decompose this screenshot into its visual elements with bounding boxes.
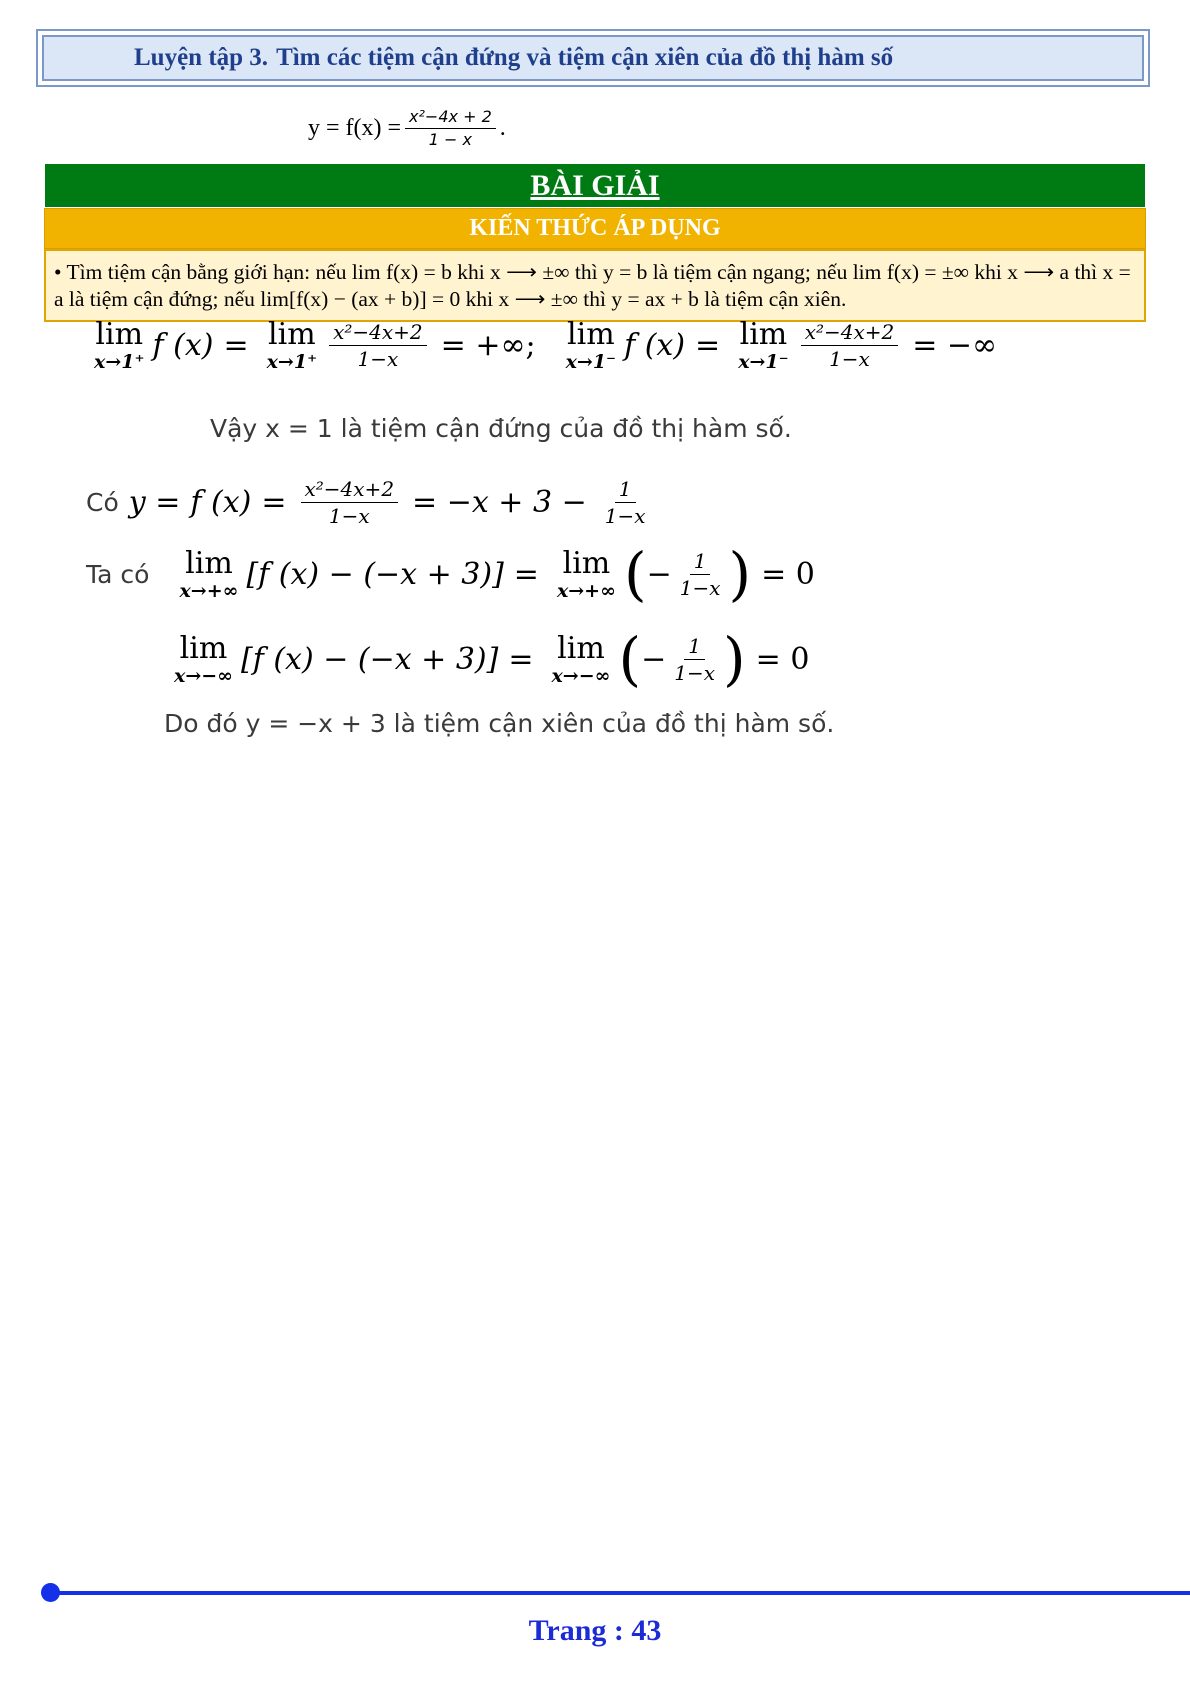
lim-sub: x→−∞ (551, 665, 611, 687)
fraction-numerator: x²−4x+2 (301, 478, 399, 503)
result-minus-infinity: = −∞ (912, 327, 998, 363)
limit-operator (557, 547, 616, 601)
fx: f (x) (624, 327, 686, 363)
knowledge-header (44, 208, 1146, 249)
exercise-title (42, 35, 1144, 81)
fraction-denominator: 1−x (604, 504, 646, 528)
limit-operator (179, 547, 238, 601)
y-equals: y = (128, 485, 181, 520)
limit-operator (267, 318, 318, 372)
fraction-denominator: 1−x (357, 346, 399, 371)
limit-operator (738, 318, 789, 372)
lim-sub: x→1⁻ (738, 351, 789, 373)
right-paren: ) (728, 540, 752, 608)
result-plus-infinity: = +∞; (440, 327, 536, 363)
fraction-denominator: 1−x (674, 660, 716, 685)
knowledge-box: • Tìm tiệm cận bằng giới hạn: nếu lim f(x) = b khi x ⟶ ±∞ thì y = b là tiệm cận ngang; nếu lim f(x) = ±∞ khi x ⟶ a thì x = a là tiệm cận đứng; nếu lim[f(x) − (ax + b)] = 0 khi x ⟶ ±∞ thì y = ax + b là tiệm cận xiên. (44, 249, 1146, 322)
lim-word: lim (268, 317, 316, 352)
solution-header-text: BÀI GIẢI (530, 168, 660, 202)
lim-sub: x→1⁻ (565, 351, 617, 373)
limit-operator (94, 318, 145, 372)
fraction-numerator: 1 (615, 478, 636, 503)
problem-denominator: 1 − x (428, 129, 473, 149)
left-paren: ( (618, 625, 642, 693)
lim-word: lim (567, 317, 615, 352)
lim-sub: x→−∞ (174, 665, 233, 687)
equals-zero: = 0 (761, 556, 815, 592)
problem-fraction (405, 108, 496, 148)
difference-expression: [f (x) − (−x + 3)] (246, 556, 504, 592)
fraction-numerator: 1 (690, 550, 711, 575)
fx: f (x) (152, 327, 214, 363)
vertical-limits-line (86, 318, 1007, 372)
ta-co-label: Ta có (86, 559, 150, 589)
oblique-asymptote-conclusion: Do đó y = −x + 3 là tiệm cận xiên của đồ thị hàm số. (164, 709, 835, 738)
co-label: Có (86, 488, 119, 517)
oblique-limit-plus-line (86, 540, 825, 608)
lim-word: lim (179, 631, 228, 666)
lim-sub: x→+∞ (179, 580, 239, 602)
equals: = (223, 327, 249, 363)
limit-operator (551, 632, 610, 686)
difference-expression: [f (x) − (−x + 3)] (241, 641, 499, 677)
problem-lhs: y = f(x) = (308, 114, 402, 141)
footer-dot (41, 1583, 60, 1602)
equals-zero: = 0 (755, 641, 810, 677)
fraction-numerator: x²−4x+2 (329, 321, 427, 346)
fraction (301, 478, 399, 527)
fraction-denominator: 1−x (679, 575, 721, 600)
footer-line (50, 1591, 1190, 1595)
minus-sign: − (641, 641, 667, 677)
linear-part: = −x + 3 − (412, 485, 587, 520)
lim-sub: x→1⁺ (266, 351, 318, 373)
problem-formula (308, 100, 506, 156)
lim-sub: x→+∞ (556, 580, 616, 602)
remainder-fraction (670, 635, 719, 684)
right-paren: ) (723, 625, 746, 693)
lim-sub: x→1⁺ (94, 351, 145, 373)
exercise-label: Luyện tập 3. (134, 44, 269, 71)
equals: = (261, 485, 287, 520)
function-rewrite-line (86, 478, 654, 527)
lim-word: lim (562, 546, 611, 581)
lim-word: lim (739, 317, 788, 352)
solution-header (45, 164, 1145, 207)
equals: = (508, 641, 534, 677)
fraction-denominator: 1−x (328, 504, 370, 528)
fraction (801, 321, 899, 370)
limit-operator (174, 632, 233, 686)
fraction-numerator: 1 (684, 635, 705, 660)
fraction (329, 321, 427, 370)
remainder-fraction (676, 550, 725, 599)
vertical-asymptote-conclusion: Vậy x = 1 là tiệm cận đứng của đồ thị hàm số. (210, 414, 792, 443)
fraction-numerator: x²−4x+2 (801, 321, 899, 346)
exercise-title-box (36, 29, 1150, 87)
limit-operator (566, 318, 617, 372)
lim-word: lim (95, 317, 144, 352)
fraction-denominator: 1−x (829, 346, 870, 371)
fx: f (x) (190, 485, 252, 520)
oblique-limit-minus-line (166, 625, 819, 693)
problem-end: . (499, 114, 506, 141)
knowledge-header-text: KIẾN THỨC ÁP DỤNG (469, 215, 721, 241)
remainder-fraction (601, 478, 650, 527)
minus-sign: − (646, 556, 672, 592)
left-paren: ( (623, 540, 647, 608)
page-number: Trang : 43 (528, 1614, 662, 1647)
equals: = (513, 556, 539, 592)
exercise-text: Tìm các tiệm cận đứng và tiệm cận xiên của đồ thị hàm số (276, 44, 894, 71)
lim-word: lim (185, 546, 233, 581)
lim-word: lim (557, 631, 605, 666)
equals: = (695, 327, 721, 363)
problem-numerator: x²−4x + 2 (405, 108, 496, 129)
